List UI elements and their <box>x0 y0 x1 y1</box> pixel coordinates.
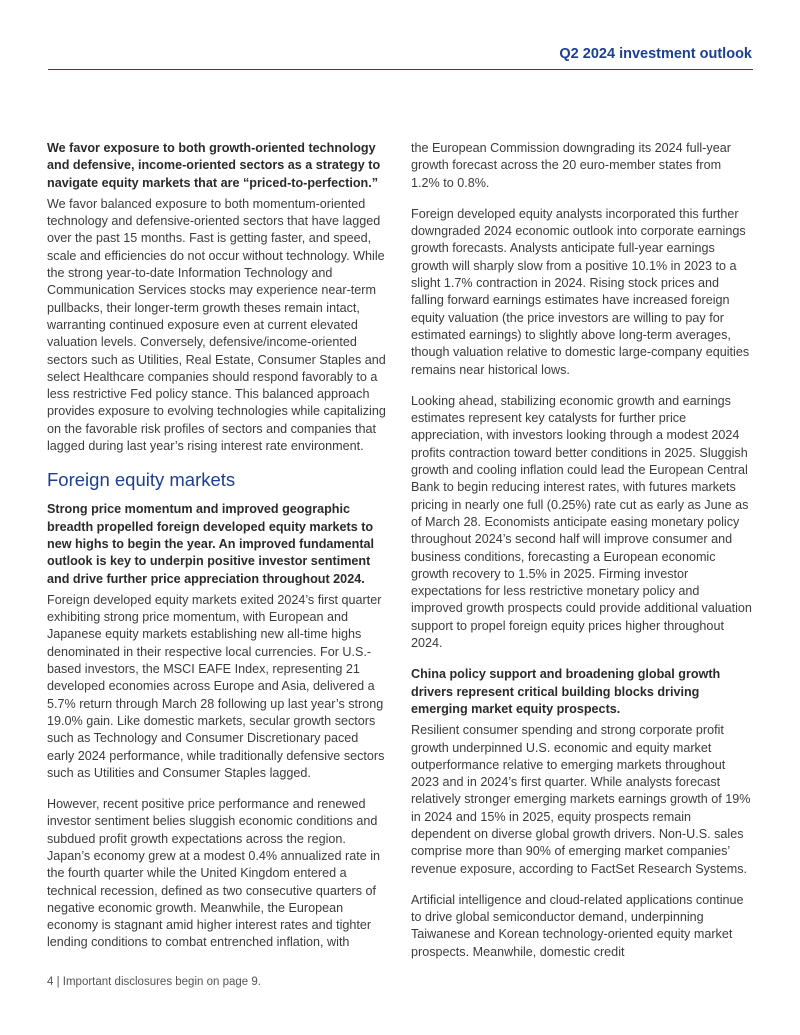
body-paragraph-ai-cloud: Artificial intelligence and cloud-related applications continue to drive global semiconductor demand, underpinning Taiwanese and Korean technology-oriented equity market prospects. Meanwhile, domestic credit <box>411 892 744 959</box>
body-paragraph-sluggish-economy: However, recent positive price performance and renewed investor sentiment belies sluggish economic conditions and subdued profit growth expectations across the region. Japan’s economy grew at a modest 0.4% annualized rate in the fourth quarter while the United Kingdom entered a technical recession, defined as two consecutive quarters of negative economic growth. Meanwhile, the European economy is stagnant amid higher interest rates and tighter lending conditions to combat entrenched inflation, with <box>47 797 381 950</box>
body-paragraph-foreign-developed: Foreign developed equity markets exited 2024’s first quarter exhibiting strong price momentum, with European and Japanese equity markets establishing new all-time highs denominated in their respective local currencies. For U.S.-based investors, the MSCI EAFE Index, representing 21 developed economies across Europe and Asia, delivered a 5.7% return through March 28 following up last year’s strong 19.0% gain. Like domestic markets, secular growth sectors such as Technology and Consumer Discretionary paced early 2024 performance, while traditionally defensive sectors such as Utilities and Consumer Staples lagged. <box>47 592 385 780</box>
body-paragraph-balanced-exposure: We favor balanced exposure to both momentum-oriented technology and defensive-oriented sectors that have lagged over the past 15 months. Fast is getting faster, and speed, scale and efficiencies do not occur without technology. While the strong year-to-date Information Technology and Communication Services stocks may experience near-term pullbacks, their longer-term growth theses remain intact, warranting continued exposure even at current elevated valuation levels. Conversely, defensive/income-oriented sectors such as Utilities, Real Estate, Consumer Staples and select Healthcare companies should respond favorably to a less restrictive Fed policy stance. This balanced approach provides exposure to evolving technologies while capitalizing on the favorable risk profiles of sectors and companies that lagged during last year’s rising interest rate environment. <box>47 196 386 454</box>
lead-paragraph-china-policy: China policy support and broadening global growth drivers represent critical building blocks driving emerging market equity prospects. <box>411 667 721 716</box>
right-column <box>411 140 753 975</box>
lead-paragraph-growth-defensive: We favor exposure to both growth-oriented technology and defensive, income-oriented sectors as a strategy to navigate equity markets that are “priced-to-perfection.” <box>47 141 381 190</box>
body-paragraph-resilient-consumer: Resilient consumer spending and strong corporate profit growth underpinned U.S. economic and equity market outperformance relative to emerging markets throughout 2023 and in 2024’s first quarter. While analysts forecast relatively stronger emerging markets earnings growth of 19% in 2024 and 15% in 2025, equity prospects remain dependent on diverse global growth drivers. Non-U.S. sales comprise more than 90% of emerging market companies’ revenue exposure, according to FactSet Research Systems. <box>411 723 751 876</box>
lead-paragraph-price-momentum: Strong price momentum and improved geographic breadth propelled foreign developed equity markets to new highs to begin the year. An improved fundamental outlook is key to underpin positive investor sentiment and drive further price appreciation throughout 2024. <box>47 502 375 586</box>
header-divider <box>48 69 753 70</box>
page-header-title: Q2 2024 investment outlook <box>559 46 752 62</box>
left-column <box>47 140 389 966</box>
body-paragraph-looking-ahead: Looking ahead, stabilizing economic growth and earnings estimates represent key catalysts for further price appreciation, with investors looking through a modest 2024 profits contraction toward better conditions in 2025. Sluggish growth and cooling inflation could lead the European Central Bank to begin reducing interest rates, with futures markets pricing in nearly one full (0.25%) rate cut as early as June as of March 28. Economists anticipate easing monetary policy throughout 2024’s second half will improve consumer and business conditions, forecasting a European economic growth recovery to 1.5% in 2025. Firming investor expectations for less restrictive monetary policy and improved growth prospects could provide additional valuation support to propel foreign equity prices higher throughout 2024. <box>411 393 752 651</box>
body-paragraph-ec-downgrade: the European Commission downgrading its 2024 full-year growth forecast across the 20 euro-member states from 1.2% to 0.8%. <box>411 141 731 190</box>
section-heading-foreign-equity: Foreign equity markets <box>47 469 236 491</box>
page-footer: 4 | Important disclosures begin on page 9. <box>47 976 261 988</box>
body-paragraph-earnings-forecast: Foreign developed equity analysts incorporated this further downgraded 2024 economic outlook into corporate earnings growth forecasts. Analysts anticipate full-year earnings growth will sharply slow from a positive 10.1% in 2023 to a slight 1.7% contraction in 2024. Rising stock prices and falling forward earnings estimates have increased foreign equity valuation (the price investors are willing to pay for estimated earnings) to slightly above long-term averages, though valuation relative to domestic large-company equities remains near historical lows. <box>411 206 750 377</box>
